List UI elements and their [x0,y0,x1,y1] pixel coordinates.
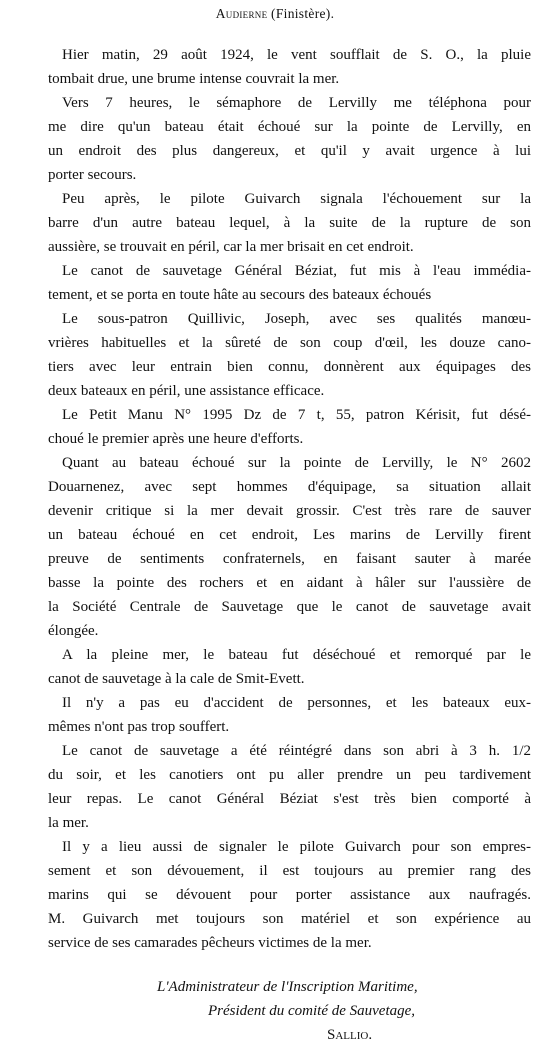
text-line: un bateau échoué en cet endroit, Les marins de Lervilly firent [48,527,531,543]
text-line: vrières habituelles et la sûreté de son coup d'œil, les douze cano- [48,335,531,351]
text-line: A la pleine mer, le bateau fut déséchoué et remorqué par le [62,647,531,663]
heading-region: (Finistère). [267,6,335,21]
text-line: preuve de sentiments confraternels, en faisant sauter à marée [48,551,531,567]
paragraph [0,451,550,643]
text-line: canot de sauvetage à la cale de Smit-Evett. [48,671,305,687]
paragraph [0,835,550,955]
text-line: un endroit des plus dangereux, et qu'il y avait urgence à lui [48,143,531,159]
text-line: porter secours. [48,167,137,183]
text-line: barre d'un autre bateau lequel, à la suite de la rupture de son [48,215,531,231]
paragraph [0,739,550,835]
paragraph [0,643,550,691]
heading-place: Audierne [215,6,268,21]
text-line: Hier matin, 29 août 1924, le vent soufflait de S. O., la pluie [62,47,531,63]
text-line: Le canot de sauvetage a été réintégré dans son abri à 3 h. 1/2 [62,743,531,759]
paragraph [0,307,550,403]
text-line: la Société Centrale de Sauvetage que le canot de sauvetage avait [48,599,531,615]
text-line: Le Petit Manu N° 1995 Dz de 7 t, 55, patron Kérisit, fut désé- [62,407,531,423]
text-line: basse la pointe des rochers et en aidant à hâler sur l'aussière de [48,575,531,591]
text-line: sement et son dévouement, il est toujours au premier rang des [48,863,531,879]
text-line: service de ses camarades pêcheurs victimes de la mer. [48,935,372,951]
signature-title-line-1: L'Administrateur de l'Inscription Maritime, [157,979,418,995]
text-line: élongée. [48,623,99,639]
document-heading [0,6,550,22]
text-line: choué le premier après une heure d'efforts. [48,431,304,447]
text-line: leur repas. Le canot Général Béziat s'est très bien comporté à [48,791,531,807]
text-line: marins qui se dévouent pour porter assistance aux naufragés. [48,887,531,903]
text-line: Douarnenez, avec sept hommes d'équipage, sa situation allait [48,479,531,495]
text-line: tiers avec leur entrain bien connu, donnèrent aux équipages des [48,359,531,375]
text-line: Vers 7 heures, le sémaphore de Lervilly me téléphona pour [62,95,531,111]
text-line: la mer. [48,815,89,831]
signature-name: Sallio. [327,1027,373,1043]
paragraph [0,259,550,307]
text-line: Le sous-patron Quillivic, Joseph, avec ses qualités manœu- [62,311,531,327]
text-line: tombait drue, une brume intense couvrait la mer. [48,71,340,87]
paragraph [0,403,550,451]
text-line: devenir critique si la mer devait grossir. C'est très rare de sauver [48,503,531,519]
text-line: M. Guivarch met toujours son matériel et son expérience au [48,911,531,927]
text-line: du soir, et les canotiers ont pu aller prendre un peu tardivement [48,767,531,783]
text-line: Il y a lieu aussi de signaler le pilote Guivarch pour son empres- [62,839,531,855]
text-line: Il n'y a pas eu d'accident de personnes, et les bateaux eux- [62,695,531,711]
report-body [0,43,550,955]
signature-title-line-2: Président du comité de Sauvetage, [208,1003,416,1019]
text-line: tement, et se porta en toute hâte au secours des bateaux échoués [48,287,432,303]
paragraph [0,691,550,739]
text-line: aussière, se trouvait en péril, car la mer brisait en cet endroit. [48,239,414,255]
text-line: Le canot de sauvetage Général Béziat, fut mis à l'eau immédia- [62,263,531,279]
text-line: deux bateaux en péril, une assistance efficace. [48,383,325,399]
paragraph [0,91,550,187]
text-line: Peu après, le pilote Guivarch signala l'échouement sur la [62,191,531,207]
text-line: Quant au bateau échoué sur la pointe de Lervilly, le N° 2602 [62,455,531,471]
text-line: me dire qu'un bateau était échoué sur la pointe de Lervilly, en [48,119,531,135]
paragraph [0,43,550,91]
paragraph [0,187,550,259]
text-line: mêmes n'ont pas trop souffert. [48,719,230,735]
